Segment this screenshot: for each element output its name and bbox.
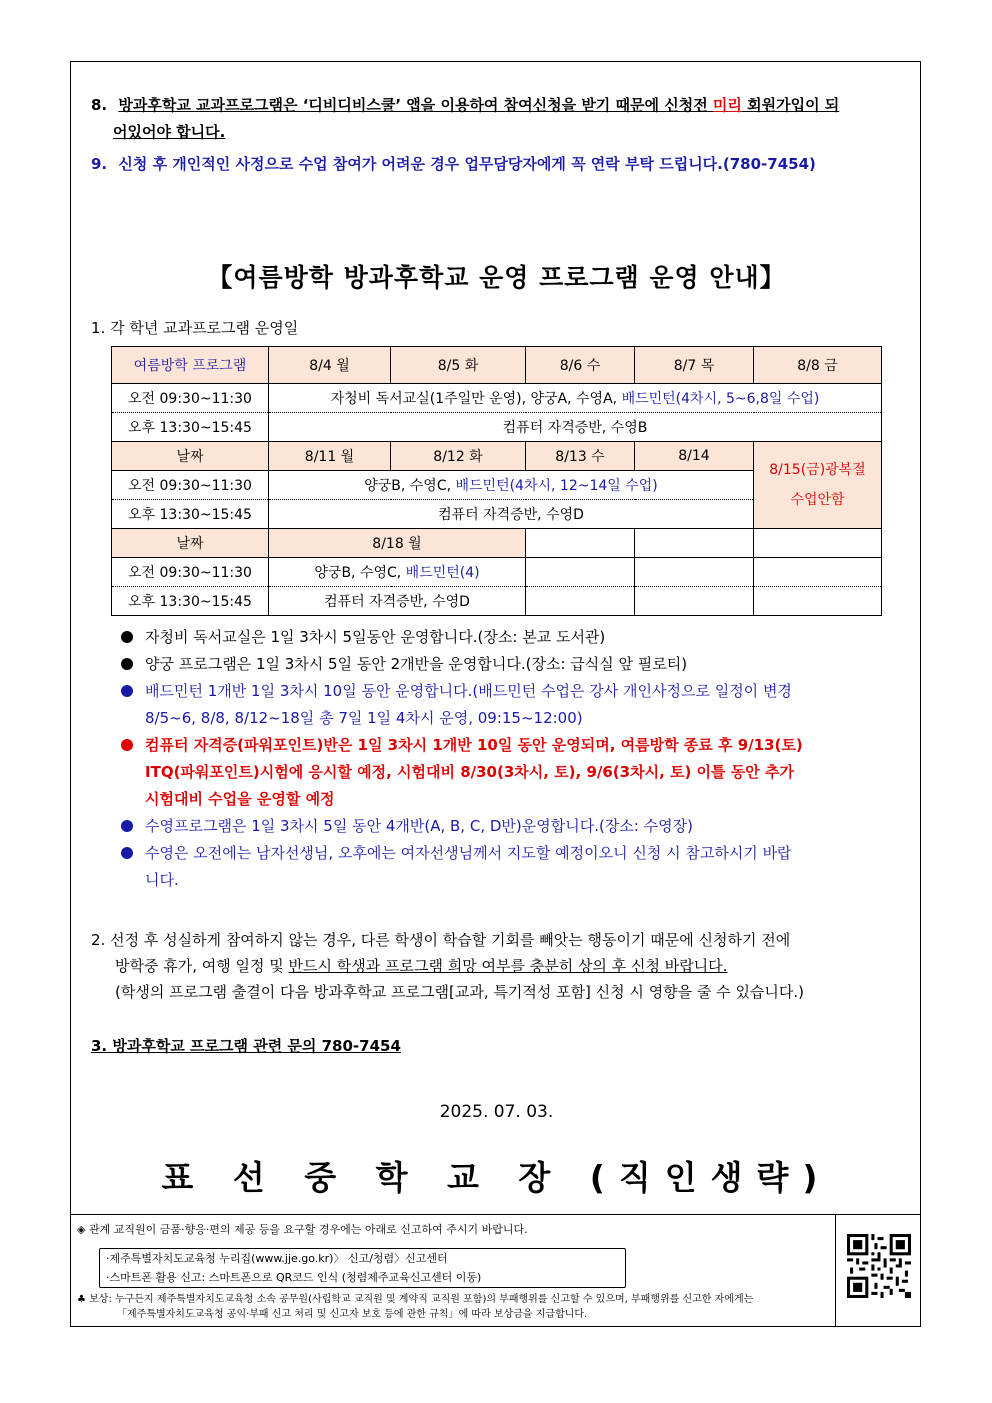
document-frame — [70, 61, 921, 1327]
am-label: 오전 09:30~11:30 — [112, 384, 269, 413]
empty-cell — [754, 587, 882, 616]
empty-cell — [635, 587, 754, 616]
notice-8-text-a: 방과후학교 교과프로그램은 ‘디비디비스쿨’ 앱을 이용하여 참여신청을 받기 때문에 신청전 — [118, 96, 713, 114]
section-2-text: 방학중 휴가, 여행 일정 및 — [115, 957, 289, 975]
pm-label: 오후 13:30~15:45 — [112, 500, 269, 529]
section-2-underlined: 반드시 학생과 프로그램 희망 여부를 충분히 상의 후 신청 바랍니다. — [288, 957, 728, 975]
bullet-dot-icon — [121, 739, 133, 751]
section-3-contact: 3. 방과후학교 프로그램 관련 문의 780-7454 — [91, 1037, 401, 1055]
bullet-text: 양궁 프로그램은 1일 3차시 5일 동안 2개반을 운영합니다.(장소: 급식실 앞 필로티) — [145, 655, 688, 673]
notice-9 — [91, 151, 911, 177]
notice-9-text: 신청 후 개인적인 사정으로 수업 참여가 어려운 경우 업무담당자에게 꼭 연락 부탁 드립니다.(780-7454) — [118, 155, 816, 173]
bullet-dot-icon — [121, 820, 133, 832]
am-label: 오전 09:30~11:30 — [112, 558, 269, 587]
holiday-note: 수업안함 — [790, 492, 845, 508]
bullet-item — [115, 624, 885, 651]
bullet-dot-icon — [121, 685, 133, 697]
section-2 — [91, 927, 911, 1005]
week2-pm-programs: 컴퓨터 자격증반, 수영D — [269, 500, 754, 529]
notice-8 — [91, 92, 911, 118]
header-day: 8/6 수 — [526, 347, 635, 384]
week2-am-programs — [269, 471, 754, 500]
bullet-item — [115, 840, 885, 894]
week1-pm-row — [112, 413, 882, 442]
document-date: 2025. 07. 03. — [439, 1102, 554, 1122]
week1-header-row — [112, 347, 882, 384]
bullet-text: ITQ(파워포인트)시험에 응시할 예정, 시험대비 8/30(3차시, 토), 9/6(3차시, 토) 이틀 동안 추가 — [145, 763, 794, 781]
holiday-cell — [754, 442, 882, 529]
empty-cell — [754, 558, 882, 587]
footer-notice: ◈ 관계 교직원이 금품·향응·편의 제공 등을 요구할 경우에는 아래로 신고하여 주시기 바랍니다. — [77, 1223, 528, 1236]
section-2-line3: (학생의 프로그램 출결이 다음 방과후학교 프로그램[교과, 특기적성 포함] 신청 시 영향을 줄 수 있습니다.) — [115, 983, 805, 1001]
notice-8-text-b: 회원가입이 되 — [741, 96, 840, 114]
header-day: 8/13 수 — [526, 442, 635, 471]
bullet-text: 수영프로그램은 1일 3차시 5일 동안 4개반(A, B, C, D반)운영합니다.(장소: 수영장) — [145, 817, 693, 835]
bullet-list — [115, 624, 885, 894]
notice-8-number: 8. — [91, 96, 108, 114]
bullet-dot-icon — [121, 847, 133, 859]
header-day: 8/7 목 — [635, 347, 754, 384]
header-program: 여름방학 프로그램 — [112, 347, 269, 384]
report-website[interactable]: ·제주특별자치도교육청 누리집(www.jje.go.kr)〉 신고/청렴〉신고센터 — [106, 1252, 448, 1265]
bullet-text: 니다. — [145, 871, 179, 889]
week3-am-text: 양궁B, 수영C, — [314, 565, 406, 581]
empty-cell — [635, 558, 754, 587]
pm-label: 오후 13:30~15:45 — [112, 587, 269, 616]
empty-cell — [754, 529, 882, 558]
bullet-item — [115, 651, 885, 678]
report-channels-box — [99, 1248, 626, 1288]
week1-am-row — [112, 384, 882, 413]
footer-divider — [71, 1214, 920, 1215]
bullet-text: 자청비 독서교실은 1일 3차시 5일동안 운영합니다.(장소: 본교 도서관) — [145, 628, 606, 646]
empty-cell — [635, 529, 754, 558]
holiday-name: 8/15(금)광복절 — [769, 462, 866, 478]
empty-cell — [526, 529, 635, 558]
header-day: 8/5 화 — [391, 347, 526, 384]
notice-9-number: 9. — [91, 155, 108, 173]
header-day: 8/14 — [635, 442, 754, 471]
header-day: 8/12 화 — [391, 442, 526, 471]
schedule-table — [111, 346, 882, 616]
week3-am-programs — [269, 558, 526, 587]
bullet-text: 컴퓨터 자격증(파워포인트)반은 1일 3차시 1개반 10일 동안 운영되며, 여름방학 종료 후 9/13(토) — [145, 736, 803, 754]
week1-am-badminton: 배드민턴(4차시, 5~6,8일 수업) — [621, 391, 820, 407]
qr-code-icon[interactable] — [847, 1234, 911, 1298]
week3-header-row — [112, 529, 882, 558]
notice-8-line2: 어있어야 합니다. — [113, 123, 226, 141]
header-day: 8/11 월 — [269, 442, 391, 471]
header-date: 날짜 — [112, 442, 269, 471]
bullet-item — [115, 678, 885, 732]
section-2-line1: 2. 선정 후 성실하게 참여하지 않는 경우, 다른 학생이 학습할 기회를 빼앗는 행동이기 때문에 신청하기 전에 — [91, 931, 791, 949]
empty-cell — [526, 558, 635, 587]
week2-header-row — [112, 442, 882, 471]
bullet-dot-icon — [121, 658, 133, 670]
week2-am-text: 양궁B, 수영C, — [364, 478, 456, 494]
section-2-line2 — [91, 953, 911, 979]
bullet-item — [115, 732, 885, 813]
week3-am-row — [112, 558, 882, 587]
header-date: 날짜 — [112, 529, 269, 558]
bullet-text: 수영은 오전에는 남자선생님, 오후에는 여자선생님께서 지도할 예정이오니 신청 시 참고하시기 바랍 — [145, 844, 792, 862]
week3-pm-row — [112, 587, 882, 616]
principal-signature: 표 선 중 학 교 장 (직인생략) — [161, 1158, 832, 1197]
section-1-heading: 1. 각 학년 교과프로그램 운영일 — [91, 319, 299, 337]
reward-notice — [77, 1292, 829, 1322]
bullet-item — [115, 813, 885, 840]
week1-pm-programs: 컴퓨터 자격증반, 수영B — [269, 413, 882, 442]
notice-8-red: 미리 — [712, 96, 742, 114]
week3-am-badminton: 배드민턴(4) — [405, 565, 480, 581]
header-day: 8/8 금 — [754, 347, 882, 384]
bullet-text: 배드민턴 1개반 1일 3차시 10일 동안 운영합니다.(배드민턴 수업은 강사 개인사정으로 일정이 변경 — [145, 682, 792, 700]
bullet-dot-icon — [121, 631, 133, 643]
bullet-text: 8/5~6, 8/8, 8/12~18일 총 7일 1일 4차시 운영, 09:15~12:00) — [145, 709, 583, 727]
empty-cell — [526, 587, 635, 616]
bullet-text: 시험대비 수업을 운영할 예정 — [145, 790, 335, 808]
reward-line1: ♣ 보상: 누구든지 제주특별자치도교육청 소속 공무원(사립학교 교직원 및 계약직 교직원 포함)의 부패행위를 신고할 수 있으며, 부패행위를 신고한 자에게는 — [77, 1294, 754, 1305]
page-title: 【여름방학 방과후학교 운영 프로그램 운영 안내】 — [207, 263, 786, 292]
am-label: 오전 09:30~11:30 — [112, 471, 269, 500]
pm-label: 오후 13:30~15:45 — [112, 413, 269, 442]
week1-am-text: 자청비 독서교실(1주일만 운영), 양궁A, 수영A, — [330, 391, 622, 407]
week2-am-badminton: 배드민턴(4차시, 12~14일 수업) — [455, 478, 658, 494]
qr-box — [835, 1214, 921, 1326]
reward-line2: 「제주특별자치도교육청 공익·부패 신고 처리 및 신고자 보호 등에 관한 규칙」에 따라 보상금을 지급합니다. — [117, 1309, 588, 1320]
week1-am-programs — [269, 384, 882, 413]
report-smartphone: ·스마트폰 활용 신고: 스마트폰으로 QR코드 인식 (청렴제주교육신고센터 이동) — [106, 1271, 482, 1284]
week3-pm-programs: 컴퓨터 자격증반, 수영D — [269, 587, 526, 616]
header-day: 8/4 월 — [269, 347, 391, 384]
header-day: 8/18 월 — [269, 529, 526, 558]
